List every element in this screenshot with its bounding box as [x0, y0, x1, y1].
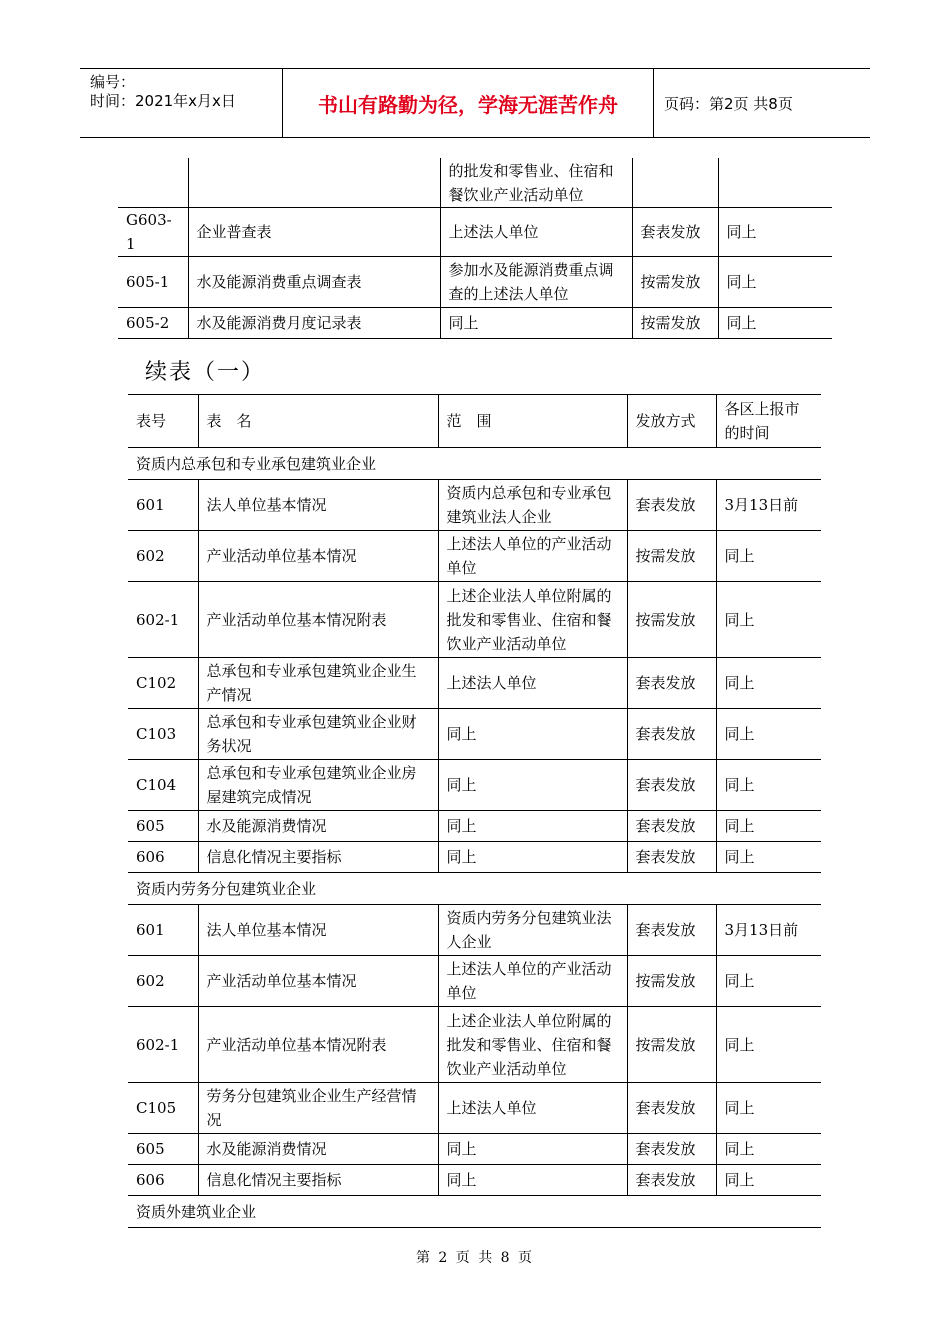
cell-scope: 上述企业法人单位附属的批发和零售业、住宿和餐饮业产业活动单位	[438, 582, 627, 658]
table-row	[128, 658, 821, 709]
table-row	[128, 1007, 821, 1083]
section-row	[128, 873, 821, 905]
cell-scope: 的批发和零售业、住宿和餐饮业产业活动单位	[440, 158, 632, 208]
cell-method: 套表发放	[627, 1165, 716, 1196]
cell-deadline: 同上	[716, 1134, 821, 1165]
cell-deadline: 同上	[716, 811, 821, 842]
cell-form-no: 606	[128, 1165, 198, 1196]
cell-deadline: 同上	[716, 1165, 821, 1196]
continued-table-title: 续表（一）	[145, 360, 266, 385]
cell-method	[632, 158, 718, 208]
cell-scope: 同上	[438, 842, 627, 873]
cell-method: 按需发放	[627, 956, 716, 1007]
table-continued-one	[128, 394, 821, 1228]
cell-deadline	[718, 158, 832, 208]
table-row	[128, 582, 821, 658]
column-header: 表号	[128, 395, 198, 448]
cell-method: 套表发放	[627, 658, 716, 709]
cell-scope: 同上	[438, 1134, 627, 1165]
cell-form-no: C105	[128, 1083, 198, 1134]
header-motto: 书山有路勤为径，学海无涯苦作舟	[283, 69, 654, 137]
cell-method: 按需发放	[632, 308, 718, 339]
table-row	[128, 760, 821, 811]
column-header: 范 围	[438, 395, 627, 448]
cell-scope: 上述法人单位	[440, 208, 632, 257]
cell-method: 套表发放	[627, 842, 716, 873]
table-continued-top	[118, 158, 832, 339]
cell-method: 套表发放	[627, 760, 716, 811]
table-row	[118, 208, 832, 257]
cell-deadline: 同上	[718, 257, 832, 308]
cell-form-no: C104	[128, 760, 198, 811]
cell-scope: 同上	[438, 1165, 627, 1196]
cell-form-no	[118, 158, 188, 208]
cell-deadline: 同上	[716, 582, 821, 658]
cell-form-name: 水及能源消费情况	[198, 1134, 438, 1165]
column-header: 发放方式	[627, 395, 716, 448]
cell-form-no: 602	[128, 531, 198, 582]
cell-form-name: 信息化情况主要指标	[198, 1165, 438, 1196]
cell-method: 套表发放	[627, 709, 716, 760]
column-header: 表 名	[198, 395, 438, 448]
cell-scope: 同上	[440, 308, 632, 339]
cell-form-name: 产业活动单位基本情况	[198, 956, 438, 1007]
cell-form-name: 总承包和专业承包建筑业企业财务状况	[198, 709, 438, 760]
cell-form-name: 总承包和专业承包建筑业企业房屋建筑完成情况	[198, 760, 438, 811]
cell-deadline: 同上	[716, 760, 821, 811]
cell-method: 套表发放	[627, 811, 716, 842]
table-header-row	[128, 395, 821, 448]
table-row	[128, 531, 821, 582]
section-title: 资质外建筑业企业	[128, 1196, 821, 1228]
cell-form-name: 法人单位基本情况	[198, 905, 438, 956]
header-time: 时间：2021年x月x日	[90, 92, 236, 110]
cell-deadline: 3月13日前	[716, 480, 821, 531]
cell-scope: 同上	[438, 811, 627, 842]
table-row	[128, 1165, 821, 1196]
cell-deadline: 同上	[716, 658, 821, 709]
section-row	[128, 448, 821, 480]
cell-scope: 资质内总承包和专业承包建筑业法人企业	[438, 480, 627, 531]
cell-method: 按需发放	[627, 1007, 716, 1083]
cell-form-name: 总承包和专业承包建筑业企业生产情况	[198, 658, 438, 709]
cell-deadline: 同上	[718, 208, 832, 257]
table-row	[128, 956, 821, 1007]
cell-method: 套表发放	[627, 1083, 716, 1134]
cell-deadline: 同上	[716, 1083, 821, 1134]
cell-form-name: 产业活动单位基本情况	[198, 531, 438, 582]
cell-scope: 同上	[438, 709, 627, 760]
cell-form-no: 606	[128, 842, 198, 873]
header-number: 编号：	[90, 73, 136, 91]
table-row	[128, 480, 821, 531]
cell-form-no: 605-1	[118, 257, 188, 308]
cell-form-name: 产业活动单位基本情况附表	[198, 1007, 438, 1083]
cell-form-name: 水及能源消费重点调查表	[188, 257, 440, 308]
cell-form-no: C103	[128, 709, 198, 760]
cell-deadline: 同上	[716, 1007, 821, 1083]
cell-form-no: 601	[128, 480, 198, 531]
table-row	[128, 709, 821, 760]
cell-form-no: 601	[128, 905, 198, 956]
cell-form-no: G603-1	[118, 208, 188, 257]
cell-method: 套表发放	[627, 905, 716, 956]
cell-method: 按需发放	[632, 257, 718, 308]
cell-form-no: 602-1	[128, 582, 198, 658]
cell-scope: 同上	[438, 760, 627, 811]
cell-scope: 上述法人单位	[438, 1083, 627, 1134]
cell-form-no: 605	[128, 811, 198, 842]
cell-form-name: 法人单位基本情况	[198, 480, 438, 531]
cell-deadline: 3月13日前	[716, 905, 821, 956]
cell-form-name	[188, 158, 440, 208]
cell-form-name: 产业活动单位基本情况附表	[198, 582, 438, 658]
cell-form-no: 605	[128, 1134, 198, 1165]
table-row	[128, 811, 821, 842]
cell-scope: 资质内劳务分包建筑业法人企业	[438, 905, 627, 956]
table-row	[118, 158, 832, 208]
cell-deadline: 同上	[716, 531, 821, 582]
cell-deadline: 同上	[716, 709, 821, 760]
table-row	[128, 1134, 821, 1165]
cell-form-name: 信息化情况主要指标	[198, 842, 438, 873]
cell-scope: 上述企业法人单位附属的批发和零售业、住宿和餐饮业产业活动单位	[438, 1007, 627, 1083]
cell-method: 按需发放	[627, 582, 716, 658]
header-meta	[80, 69, 283, 137]
column-header: 各区上报市的时间	[716, 395, 821, 448]
cell-form-name: 企业普查表	[188, 208, 440, 257]
section-title: 资质内总承包和专业承包建筑业企业	[128, 448, 821, 480]
cell-method: 套表发放	[627, 480, 716, 531]
cell-form-no: 602-1	[128, 1007, 198, 1083]
cell-method: 套表发放	[632, 208, 718, 257]
section-row	[128, 1196, 821, 1228]
cell-method: 按需发放	[627, 531, 716, 582]
table-row	[128, 905, 821, 956]
cell-deadline: 同上	[716, 956, 821, 1007]
cell-form-no: 602	[128, 956, 198, 1007]
cell-deadline: 同上	[718, 308, 832, 339]
section-title: 资质内劳务分包建筑业企业	[128, 873, 821, 905]
cell-form-name: 水及能源消费月度记录表	[188, 308, 440, 339]
cell-scope: 参加水及能源消费重点调查的上述法人单位	[440, 257, 632, 308]
table-row	[118, 308, 832, 339]
cell-form-name: 劳务分包建筑业企业生产经营情况	[198, 1083, 438, 1134]
table-row	[128, 1083, 821, 1134]
cell-scope: 上述法人单位的产业活动单位	[438, 531, 627, 582]
table-row	[118, 257, 832, 308]
cell-scope: 上述法人单位的产业活动单位	[438, 956, 627, 1007]
cell-method: 套表发放	[627, 1134, 716, 1165]
cell-scope: 上述法人单位	[438, 658, 627, 709]
cell-form-name: 水及能源消费情况	[198, 811, 438, 842]
header-page-info: 页码：第2页 共8页	[664, 94, 793, 113]
cell-form-no: C102	[128, 658, 198, 709]
page-header	[80, 68, 870, 138]
cell-form-no: 605-2	[118, 308, 188, 339]
page-footer: 第 2 页 共 8 页	[415, 1250, 535, 1266]
table-row	[128, 842, 821, 873]
cell-deadline: 同上	[716, 842, 821, 873]
